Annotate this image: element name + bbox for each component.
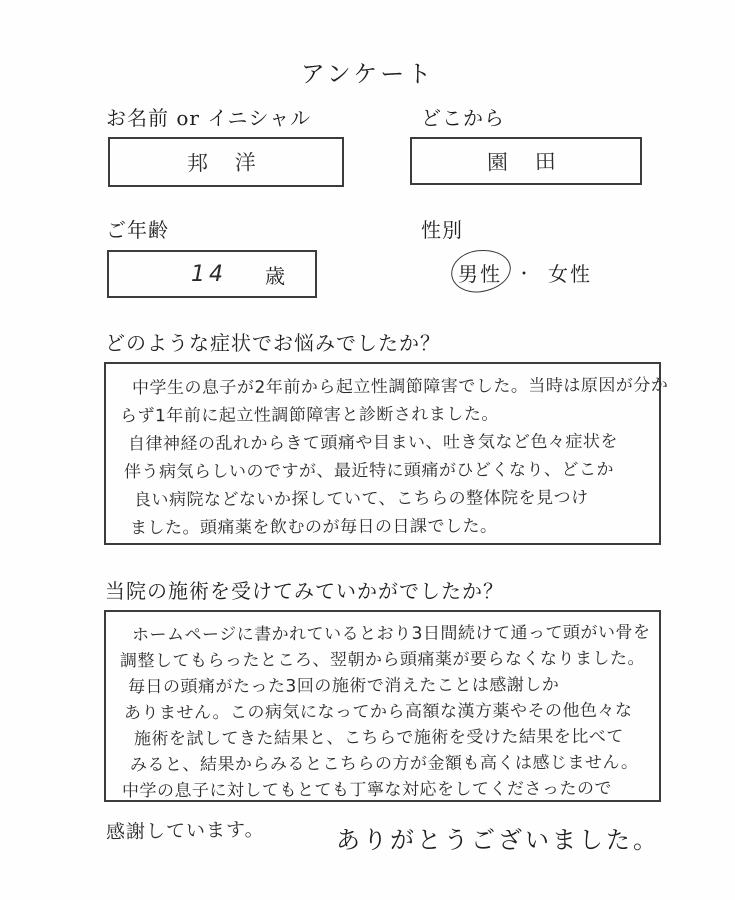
handwritten-line: 自律神経の乱れからきて頭痛や目まい、吐き気など色々症状を: [127, 431, 619, 455]
gender-separator-dot: ・: [516, 264, 535, 283]
closing-thanks-text: ありがとうございました。: [336, 826, 660, 854]
gender-male-label: 男性: [458, 262, 502, 286]
age-field-value: 14: [191, 261, 227, 287]
question-treatment-feedback: 当院の施術を受けてみていかがでしたか？: [105, 579, 504, 603]
from-field-label: どこから: [421, 106, 505, 130]
gender-field-label: 性別: [421, 218, 463, 242]
name-field-value: 邦 洋: [186, 150, 266, 176]
from-field-box: [410, 137, 642, 185]
name-field-label: お名前 or イニシャル: [106, 106, 312, 130]
handwritten-line: 良い病院などないか探していて、こちらの整体院を見つけ: [133, 487, 589, 511]
age-unit-label: 歳: [265, 263, 285, 288]
handwritten-line: ました。頭痛薬を飲むのが毎日の日課でした。: [129, 516, 498, 539]
handwritten-line: ホームページに書かれているとおり3日間続けて通って頭がい骨を: [131, 622, 651, 646]
gender-option-male: [458, 258, 502, 287]
handwritten-line: 中学生の息子が2年前から起立性調節障害でした。当時は原因が分か: [131, 375, 669, 399]
handwritten-line: 施術を試してきた結果と、こちらで施術を受けた結果を比べて: [133, 726, 624, 750]
answer-box-symptoms: [104, 362, 669, 545]
age-field-box: [107, 250, 317, 298]
form-title: アンケート: [300, 60, 435, 88]
closing-handwritten-note: 感謝しています。: [105, 818, 265, 844]
gender-option-female: 女性: [548, 262, 593, 286]
handwritten-line: 中学の息子に対してもとても丁寧な対応をしてくださったので: [121, 778, 613, 802]
age-field-label: ご年齢: [106, 218, 169, 242]
handwritten-line: ありません。この病気になってから高額な漢方薬やその他色々な: [123, 700, 633, 724]
name-field-box: [108, 137, 344, 187]
handwritten-line: らず1年前に起立性調節障害と診断されました。: [119, 404, 499, 427]
answer-box-treatment-feedback: [104, 610, 661, 802]
from-field-value: 園 田: [486, 149, 566, 175]
handwritten-line: 調整してもらったところ、翌朝から頭痛薬が要らなくなりました。: [119, 648, 646, 672]
handwritten-line: 伴う病気らしいのですが、最近特に頭痛がひどくなり、どこか: [123, 459, 615, 483]
question-symptoms: どのような症状でお悩みでしたか？: [105, 331, 441, 355]
handwritten-line: みると、結果からみるとこちらの方が金額も高くは感じません。: [129, 752, 639, 776]
handwritten-line: 毎日の頭痛がたった3回の施術で消えたことは感謝しか: [127, 675, 560, 698]
gender-options: [458, 258, 592, 287]
